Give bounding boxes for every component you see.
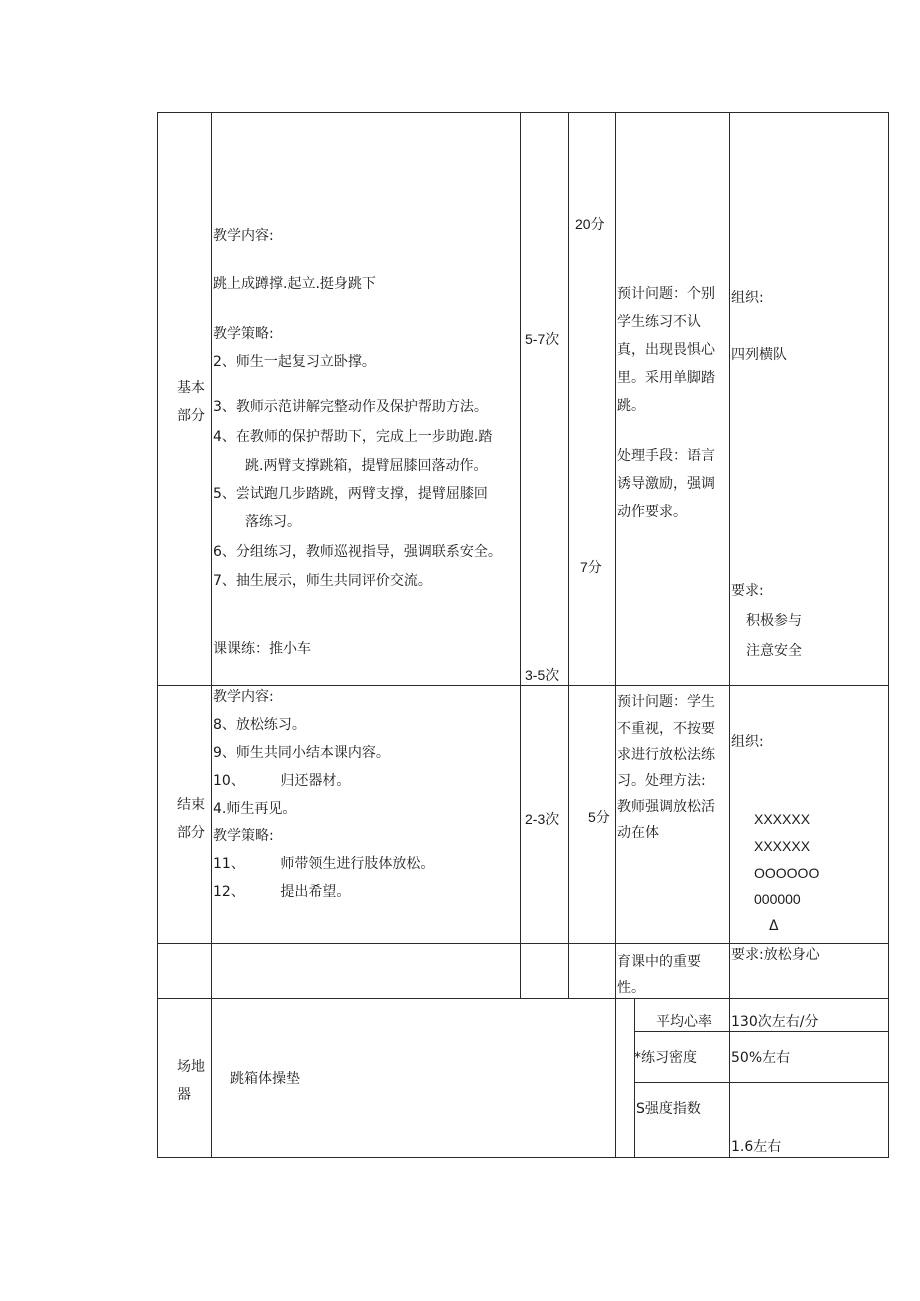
col-divider: [211, 112, 212, 1158]
content-item: 4.师生再见。: [213, 801, 297, 817]
expected-problem: 动在体: [617, 825, 659, 841]
duration: 20分: [575, 216, 605, 232]
strategy-step: 落练习。: [245, 514, 301, 530]
duration: 7分: [580, 559, 602, 575]
col-divider: [634, 998, 635, 1158]
content-title: 教学内容:: [213, 228, 274, 244]
metric-name: 平均心率: [656, 1014, 712, 1030]
handling-method: 处理手段：语言: [617, 448, 715, 464]
section-label: 部分: [177, 408, 205, 424]
metric-value: 50%左右: [731, 1050, 791, 1066]
strategy-step: 跳.两臂支撑跳箱，提臂屈膝回落动作。: [245, 458, 488, 474]
formation-row: 000000: [754, 891, 801, 907]
row-divider: [157, 943, 889, 944]
section-label: 部分: [177, 825, 205, 841]
requirement-title: 要求:: [731, 583, 764, 599]
table-top-border: [157, 112, 889, 113]
content-item: 教学策略:: [213, 828, 274, 844]
col-divider: [729, 112, 730, 1158]
content-item: 10、 归还器材。: [213, 773, 351, 789]
venue-label: 器: [177, 1087, 191, 1103]
extra-exercise: 课课练：推小车: [213, 641, 311, 657]
formation-row: OOOOOO: [754, 865, 820, 881]
teacher-position-marker: Δ: [769, 918, 779, 934]
expected-problem: 求进行放松法练: [617, 747, 715, 763]
metric-name: S强度指数: [636, 1101, 701, 1117]
metric-name: *练习密度: [634, 1050, 697, 1066]
strategy-step: 6、分组练习，教师巡视指导，强调联系安全。: [213, 544, 502, 560]
table-left-border: [157, 112, 158, 1158]
metric-divider: [634, 1031, 889, 1032]
col-divider: [568, 112, 569, 999]
metric-divider: [634, 1082, 889, 1083]
expected-problem: 教师强调放松活: [617, 799, 715, 815]
content-item: 8、放松练习。: [213, 717, 306, 733]
repetition-count: 5-7次: [525, 331, 560, 347]
handling-method: 诱导激励，强调: [617, 476, 715, 492]
metric-value: 1.6左右: [731, 1139, 782, 1155]
expected-problem: 学生练习不认: [617, 314, 701, 330]
expected-problem: 不重视，不按要: [617, 721, 715, 737]
section-label: 结束: [177, 797, 205, 813]
expected-problem: 跳。: [617, 398, 645, 414]
duration: 5分: [588, 809, 610, 825]
strategy-step: 2、师生一起复习立卧撑。: [213, 354, 376, 370]
strategy-step: 5、尝试跑几步踏跳，两臂支撑，提臂屈膝回: [213, 486, 488, 502]
organization-formation: 四列横队: [731, 347, 787, 363]
metric-value: 130次左右/分: [731, 1014, 819, 1030]
expected-problem: 预计问题：学生: [617, 694, 715, 710]
equipment-list: 跳箱体操垫: [230, 1071, 300, 1087]
requirement-item: 注意安全: [746, 643, 802, 659]
formation-row: XXXXXX: [754, 838, 811, 854]
content-title: 教学内容:: [213, 689, 274, 705]
organization-title: 组织:: [731, 734, 764, 750]
table-right-border: [888, 112, 889, 1158]
table-bottom-border: [157, 1157, 889, 1158]
expected-problem: 预计问题：个别: [617, 286, 715, 302]
organization-title: 组织:: [731, 290, 764, 306]
content-item: 9、师生共同小结本课内容。: [213, 745, 390, 761]
strategy-step: 7、抽生展示，师生共同评价交流。: [213, 573, 432, 589]
strategy-step: 4、在教师的保护帮助下，完成上一步助跑.踏: [213, 429, 493, 445]
requirement-item: 积极参与: [746, 613, 802, 629]
repetition-count: 2-3次: [525, 811, 560, 827]
content-item: 12、 提出希望。: [213, 884, 351, 900]
expected-problem: 真，出现畏惧心: [617, 342, 715, 358]
repetition-count: 3-5次: [525, 667, 560, 683]
handling-method: 动作要求。: [617, 504, 687, 520]
note-text: 性。: [617, 980, 645, 996]
expected-problem: 里。采用单脚踏: [617, 370, 715, 386]
formation-row: XXXXXX: [754, 811, 811, 827]
row-divider: [157, 685, 889, 686]
row-divider: [157, 998, 889, 999]
venue-label: 场地: [177, 1059, 205, 1075]
col-divider: [615, 112, 616, 1158]
col-divider: [520, 112, 521, 999]
strategy-title: 教学策略:: [213, 326, 274, 342]
note-text: 育课中的重要: [617, 954, 701, 970]
expected-problem: 习。处理方法:: [617, 773, 706, 789]
strategy-step: 3、教师示范讲解完整动作及保护帮助方法。: [213, 399, 488, 415]
section-label: 基本: [177, 380, 205, 396]
content-item: 11、 师带领生进行肢体放松。: [213, 856, 435, 872]
requirement-text: 要求:放松身心: [731, 947, 820, 963]
content-item: 跳上成蹲撑.起立.挺身跳下: [213, 276, 376, 292]
